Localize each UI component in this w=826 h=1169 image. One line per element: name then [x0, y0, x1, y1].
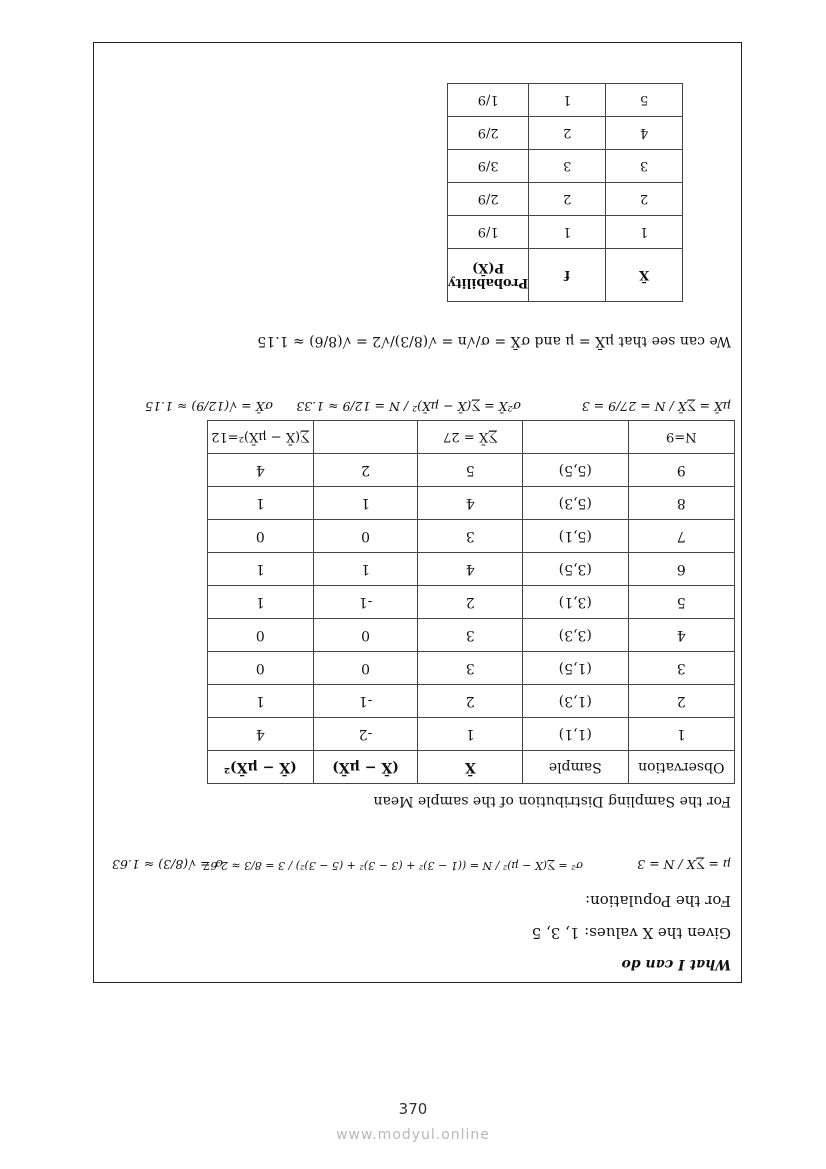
watermark: www.modyul.online — [336, 1127, 490, 1143]
cell: -1 — [313, 586, 418, 619]
given-values: Given the X values: 1, 3, 5 — [531, 924, 731, 942]
cell: 0 — [208, 619, 314, 652]
cell: (1,1) — [523, 718, 629, 751]
cell: -1 — [313, 685, 418, 718]
cell: 4 — [628, 619, 734, 652]
page-frame — [93, 42, 742, 983]
cell: 0 — [313, 619, 418, 652]
cell: 1 — [313, 487, 418, 520]
footer-sum-squares: ∑(X̄ − μX̄)²=12 — [208, 421, 314, 454]
header-deviation: (X̄ − μX̄) — [313, 751, 418, 784]
cell: 1 — [606, 216, 683, 249]
cell: 3 — [418, 619, 523, 652]
cell: (5,3) — [523, 487, 629, 520]
header-probability: Probability P(X̄) — [448, 249, 529, 302]
table-header-row — [448, 249, 683, 302]
cell: 2/9 — [448, 117, 529, 150]
cell: -2 — [313, 718, 418, 751]
cell: 0 — [208, 652, 314, 685]
cell: 1 — [529, 84, 606, 117]
cell: 3 — [606, 150, 683, 183]
cell: 2 — [313, 454, 418, 487]
cell: 5 — [606, 84, 683, 117]
cell: 1/9 — [448, 84, 529, 117]
sampling-variance-formula: σ²X̄ = ∑(X̄ − μX̄)² / N = 12/9 ≈ 1.33 — [296, 399, 521, 414]
sampling-table — [207, 420, 735, 784]
footer-blank — [523, 421, 629, 454]
cell: 1 — [208, 553, 314, 586]
table-row — [208, 553, 735, 586]
cell: 2 — [418, 586, 523, 619]
table-row — [208, 718, 735, 751]
table-row — [208, 652, 735, 685]
cell: 1 — [628, 718, 734, 751]
section-heading: What I can do — [621, 956, 731, 972]
cell: (3,3) — [523, 619, 629, 652]
cell: 9 — [628, 454, 734, 487]
population-label: For the Population: — [585, 892, 731, 910]
table-row — [208, 619, 735, 652]
header-squared-deviation: (X̄ − μX̄)² — [208, 751, 314, 784]
population-sigma-formula: σ = √(8/3) ≈ 1.63 — [111, 857, 223, 872]
table-row — [208, 454, 735, 487]
cell: (5,1) — [523, 520, 629, 553]
sampling-sigma-formula: σX̄ = √(12/9) ≈ 1.15 — [145, 399, 273, 414]
cell: (5,5) — [523, 454, 629, 487]
cell: 3/9 — [448, 150, 529, 183]
cell: 4 — [418, 487, 523, 520]
table-row — [448, 216, 683, 249]
table-footer-row — [208, 421, 735, 454]
header-sample: Sample — [523, 751, 629, 784]
table-header-row — [208, 751, 735, 784]
footer-n: N=9 — [628, 421, 734, 454]
header-observation: Observation — [628, 751, 734, 784]
cell: 0 — [313, 652, 418, 685]
table-row — [448, 117, 683, 150]
cell: 2 — [606, 183, 683, 216]
cell: 1 — [418, 718, 523, 751]
cell: 2 — [529, 117, 606, 150]
header-frequency: f — [529, 249, 606, 302]
cell: 7 — [628, 520, 734, 553]
cell: 0 — [313, 520, 418, 553]
table-row — [448, 183, 683, 216]
table-row — [448, 84, 683, 117]
cell: 4 — [418, 553, 523, 586]
population-mu-formula: μ = ∑X / N = 3 — [637, 857, 731, 872]
cell: 1 — [529, 216, 606, 249]
cell: 0 — [208, 520, 314, 553]
cell: 3 — [529, 150, 606, 183]
cell: 3 — [628, 652, 734, 685]
cell: 3 — [418, 652, 523, 685]
cell: 6 — [628, 553, 734, 586]
header-xbar: X̄ — [418, 751, 523, 784]
cell: 4 — [208, 718, 314, 751]
table-row — [208, 685, 735, 718]
population-variance-formula: σ² = ∑(X − μ)² / N = ((1 − 3)² + (3 − 3)² + (5 − 3)²) / 3 = 8/3 ≈ 2.67 — [203, 859, 583, 872]
cell: 1 — [313, 553, 418, 586]
header-xbar: X̄ — [606, 249, 683, 302]
cell: 5 — [628, 586, 734, 619]
footer-blank — [313, 421, 418, 454]
probability-table — [447, 83, 683, 302]
cell: 2 — [418, 685, 523, 718]
cell: 1/9 — [448, 216, 529, 249]
table-row — [208, 487, 735, 520]
cell: 5 — [418, 454, 523, 487]
page-number: 370 — [398, 1100, 428, 1118]
table-row — [208, 520, 735, 553]
cell: 1 — [208, 487, 314, 520]
cell: 4 — [606, 117, 683, 150]
rotated-page-content — [94, 43, 743, 984]
cell: (1,3) — [523, 685, 629, 718]
cell: 2 — [628, 685, 734, 718]
cell: 3 — [418, 520, 523, 553]
cell: 1 — [208, 586, 314, 619]
cell: (1,5) — [523, 652, 629, 685]
cell: (3,1) — [523, 586, 629, 619]
table-row — [448, 150, 683, 183]
sampling-mu-formula: μX̄ = ∑X̄ / N = 27/9 = 3 — [581, 399, 731, 414]
footer-sum-xbar: ∑X̄ = 27 — [418, 421, 523, 454]
conclusion-text: We can see that μX̄ = μ and σX̄ = σ/√n = √(8/3)/√2 = √(8/6) ≈ 1.15 — [257, 333, 731, 349]
cell: 2 — [529, 183, 606, 216]
cell: 1 — [208, 685, 314, 718]
sampling-label: For the Sampling Distribution of the sample Mean — [373, 793, 731, 809]
cell: 4 — [208, 454, 314, 487]
cell: 2/9 — [448, 183, 529, 216]
cell: 8 — [628, 487, 734, 520]
cell: (3,5) — [523, 553, 629, 586]
table-row — [208, 586, 735, 619]
